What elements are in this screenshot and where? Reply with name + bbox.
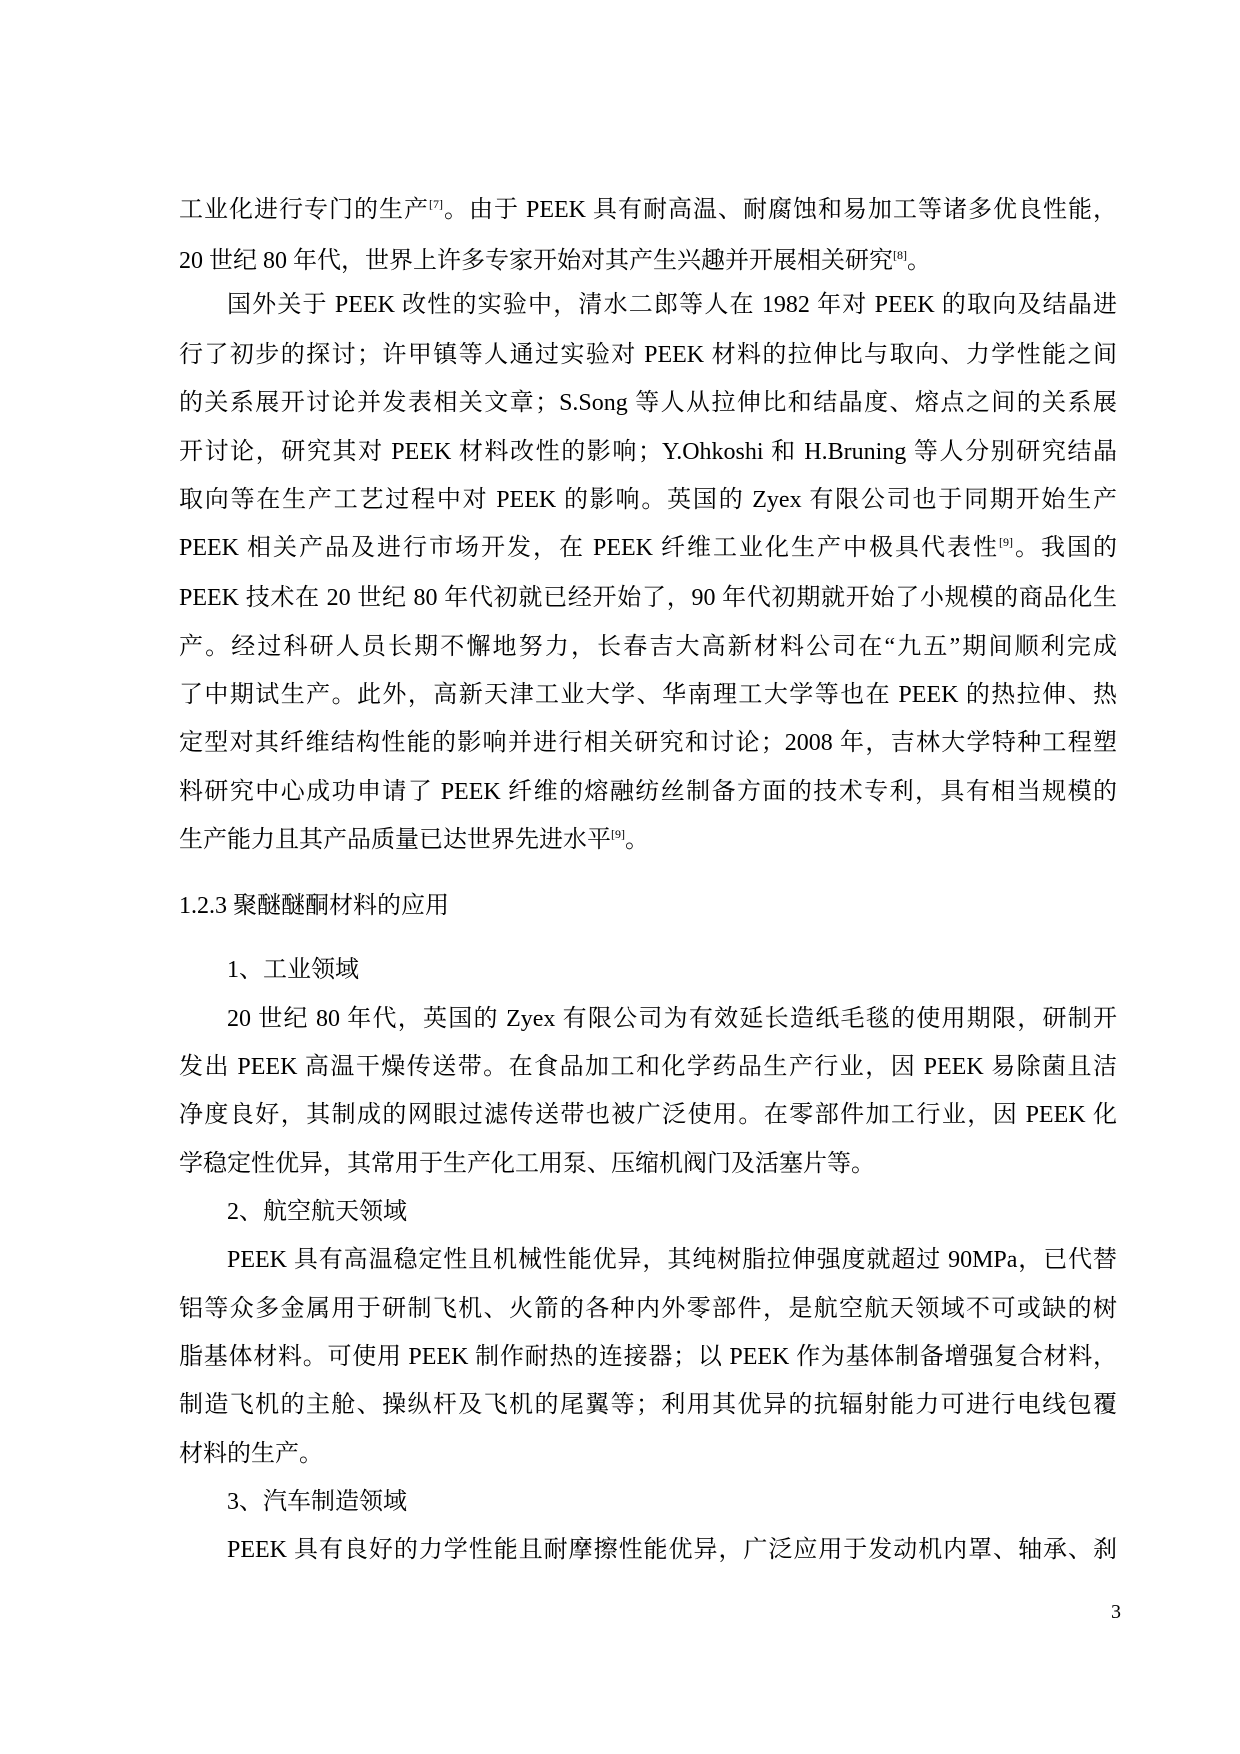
text-segment: 了中期试生产。此外，高新天津工业大学、华南理工大学等也在 PEEK 的热拉伸、热	[179, 682, 1117, 708]
citation-reference: [9]	[611, 827, 625, 841]
text-segment: 1、工业领域	[227, 957, 359, 983]
text-segment: 工业化进行专门的生产	[179, 197, 429, 223]
text-line	[179, 534, 1117, 562]
text-segment: 定型对其纤维结构性能的影响并进行相关研究和讨论；2008 年，吉林大学特种工程塑	[179, 730, 1117, 756]
text-segment: PEEK 具有高温稳定性且机械性能优异，其纯树脂拉伸强度就超过 90MPa，已代替	[227, 1247, 1117, 1273]
text-line	[179, 778, 1117, 806]
text-segment: PEEK 具有良好的力学性能且耐摩擦性能优异，广泛应用于发动机内罩、轴承、刹	[227, 1537, 1117, 1563]
text-line	[179, 389, 1117, 417]
text-segment: 20 世纪 80 年代，世界上许多专家开始对其产生兴趣并开展相关研究	[179, 248, 893, 274]
citation-reference: [8]	[893, 248, 907, 262]
text-line	[179, 196, 1117, 224]
text-segment: 。由于 PEEK 具有耐高温、耐腐蚀和易加工等诸多优良性能，	[443, 197, 1117, 223]
text-line	[179, 584, 1117, 612]
text-segment: 1.2.3 聚醚醚酮材料的应用	[179, 893, 449, 919]
text-segment: 发出 PEEK 高温干燥传送带。在食品加工和化学药品生产行业，因 PEEK 易除菌且洁	[179, 1054, 1117, 1080]
text-line	[179, 1343, 1117, 1371]
text-line	[179, 1101, 1117, 1129]
text-segment: 国外关于 PEEK 改性的实验中，清水二郎等人在 1982 年对 PEEK 的取向及结晶进	[227, 292, 1117, 318]
section-heading	[179, 892, 1117, 920]
text-segment: 生产能力且其产品质量已达世界先进水平	[179, 827, 611, 853]
text-line	[179, 729, 1117, 757]
text-segment: 开讨论，研究其对 PEEK 材料改性的影响；Y.Ohkoshi 和 H.Bruning 等人分别研究结晶	[179, 439, 1117, 465]
text-segment: 料研究中心成功申请了 PEEK 纤维的熔融纺丝制备方面的技术专利，具有相当规模的	[179, 779, 1117, 805]
text-segment: 20 世纪 80 年代，英国的 Zyex 有限公司为有效延长造纸毛毯的使用期限，研制开	[227, 1006, 1117, 1032]
text-segment: 的关系展开讨论并发表相关文章；S.Song 等人从拉伸比和结晶度、熔点之间的关系展	[179, 390, 1117, 416]
text-segment: 取向等在生产工艺过程中对 PEEK 的影响。英国的 Zyex 有限公司也于同期开始生产	[179, 487, 1117, 513]
subsection-heading	[179, 1488, 1117, 1516]
text-line	[179, 1005, 1117, 1033]
text-segment: 学稳定性优异，其常用于生产化工用泵、压缩机阀门及活塞片等。	[179, 1151, 875, 1177]
text-segment: 3、汽车制造领域	[227, 1489, 407, 1515]
text-segment: 。	[625, 827, 649, 853]
text-line	[179, 826, 1117, 854]
text-segment: 脂基体材料。可使用 PEEK 制作耐热的连接器；以 PEEK 作为基体制备增强复合材料，	[179, 1344, 1117, 1370]
subsection-heading	[179, 1198, 1117, 1226]
text-line	[179, 1440, 1117, 1468]
text-segment: 行了初步的探讨；许甲镇等人通过实验对 PEEK 材料的拉伸比与取向、力学性能之间	[179, 342, 1117, 368]
text-line	[179, 341, 1117, 369]
text-line	[179, 1246, 1117, 1274]
text-segment: 材料的生产。	[179, 1441, 323, 1467]
text-line	[179, 1295, 1117, 1323]
text-segment: 铝等众多金属用于研制飞机、火箭的各种内外零部件，是航空航天领域不可或缺的树	[179, 1296, 1117, 1322]
text-segment: PEEK 相关产品及进行市场开发，在 PEEK 纤维工业化生产中极具代表性	[179, 535, 999, 561]
text-line	[179, 1150, 1117, 1178]
text-segment: 净度良好，其制成的网眼过滤传送带也被广泛使用。在零部件加工行业，因 PEEK 化	[179, 1102, 1117, 1128]
text-segment: 。我国的	[1013, 535, 1117, 561]
page-number: 3	[1111, 1601, 1121, 1623]
text-line	[179, 681, 1117, 709]
subsection-heading	[179, 956, 1117, 984]
text-segment: 制造飞机的主舱、操纵杆及飞机的尾翼等；利用其优异的抗辐射能力可进行电线包覆	[179, 1392, 1117, 1418]
text-segment: 。	[907, 248, 931, 274]
text-segment: 产。经过科研人员长期不懈地努力，长春吉大高新材料公司在“九五”期间顺利完成	[179, 634, 1117, 660]
text-line	[179, 486, 1117, 514]
citation-reference: [9]	[999, 535, 1013, 549]
citation-reference: [7]	[429, 197, 443, 211]
text-line	[179, 1391, 1117, 1419]
text-line	[179, 1053, 1117, 1081]
text-segment: PEEK 技术在 20 世纪 80 年代初就已经开始了，90 年代初期就开始了小规模的商品化生	[179, 585, 1117, 611]
text-line	[179, 291, 1117, 319]
text-line	[179, 247, 1117, 275]
text-line	[179, 438, 1117, 466]
text-segment: 2、航空航天领域	[227, 1199, 407, 1225]
text-line	[179, 633, 1117, 661]
text-line	[179, 1536, 1117, 1564]
